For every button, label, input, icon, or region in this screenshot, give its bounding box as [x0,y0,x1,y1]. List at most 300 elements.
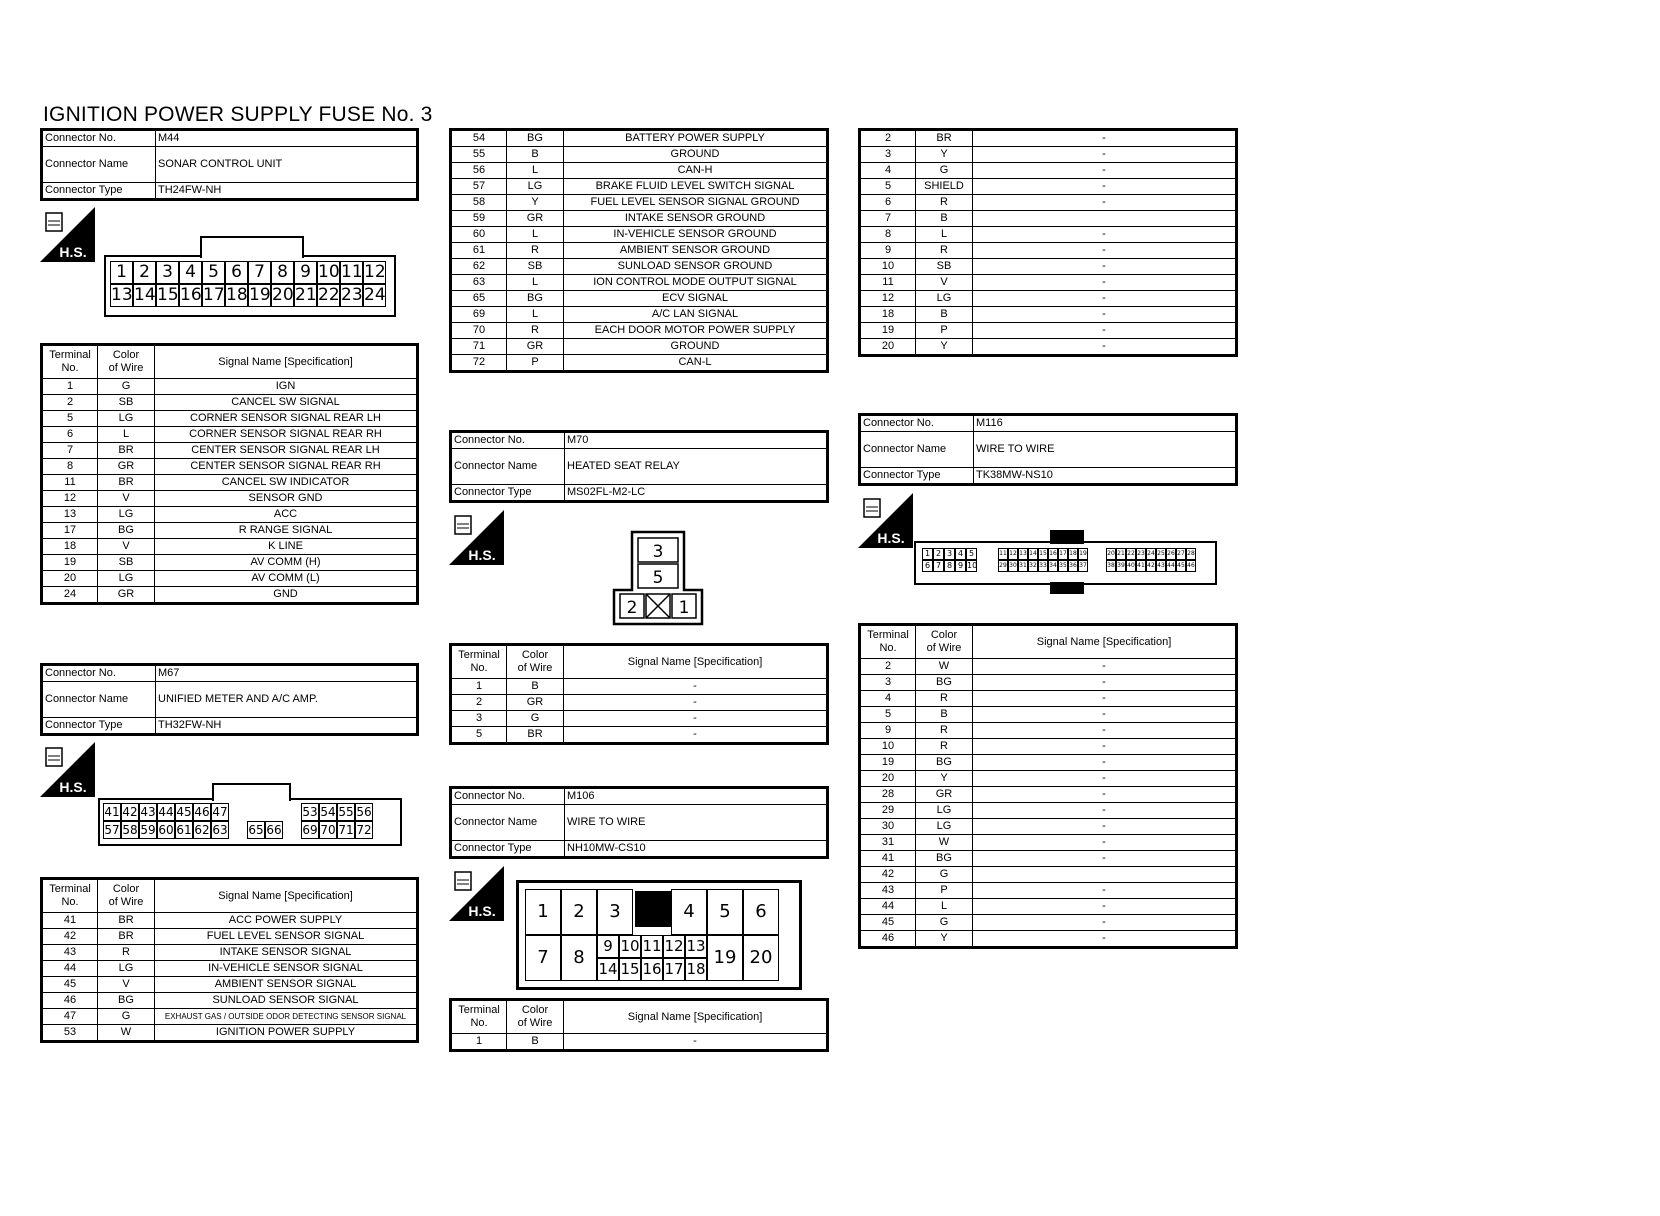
terminal-cell: 24 [42,587,98,604]
table-row [42,443,418,459]
terminal-cell: 6 [860,195,916,211]
connector-name: SONAR CONTROL UNIT [156,147,418,183]
table-row [451,695,828,711]
terminal-cell: 6 [42,427,98,443]
pin-label: 21 [1116,548,1126,560]
terminal-cell: 2 [860,659,916,675]
pin-label: 71 [338,823,354,837]
pin-label: 2 [561,889,597,935]
pin-label: 54 [320,805,336,819]
signal-cell [973,867,1237,883]
pin-label: 5 [966,548,977,560]
hs-icon [449,510,504,565]
pin-label: 15 [619,958,641,981]
terminal-cell: 55 [451,147,507,163]
terminal-cell: 5 [860,179,916,195]
pin-label: 8 [271,261,294,284]
table-row [860,707,1237,723]
pin-label: 26 [1166,548,1176,560]
pin-label: 46 [194,805,210,819]
signal-cell: - [564,711,828,727]
table-row [860,819,1237,835]
header-terminal: Terminal No. [451,1000,507,1034]
color-cell: Y [507,195,564,211]
signal-cell: - [973,707,1237,723]
signal-cell: IGNITION POWER SUPPLY [155,1025,418,1042]
color-cell: SHIELD [916,179,973,195]
pin-label: 43 [1156,560,1166,572]
pin-label: 42 [122,805,138,819]
pin-label: 37 [1078,560,1088,572]
color-cell: LG [916,819,973,835]
m67-signal-table [40,877,419,1043]
connector-name: WIRE TO WIRE [565,805,828,841]
signal-cell: - [973,163,1237,179]
header-signal: Signal Name [Specification] [973,625,1237,659]
terminal-cell: 47 [42,1009,98,1025]
color-cell: L [507,227,564,243]
color-cell: B [916,707,973,723]
signal-cell: FUEL LEVEL SENSOR SIGNAL [155,929,418,945]
color-cell: R [916,195,973,211]
pin-label: 53 [302,805,318,819]
signal-cell: AV COMM (L) [155,571,418,587]
connector-name: UNIFIED METER AND A/C AMP. [156,682,418,718]
pin-label: 5 [202,261,225,284]
pin-label: 19 [707,935,743,981]
label: Connector Name [451,449,565,485]
table-row [42,395,418,411]
terminal-cell: 31 [860,835,916,851]
pin-label: 1 [678,598,690,618]
pin-label: 22 [318,285,340,305]
m70-signal-table [449,643,829,745]
header-terminal: Terminal No. [860,625,916,659]
table-row [860,723,1237,739]
table-row [451,147,828,163]
terminal-cell: 2 [42,395,98,411]
color-cell: LG [916,803,973,819]
color-cell: B [507,679,564,695]
pin-label: 4 [955,548,966,560]
signal-cell: - [564,1034,828,1051]
connector-type: TH32FW-NH [156,718,418,735]
pin-label: 14 [134,285,156,305]
terminal-cell: 3 [451,711,507,727]
terminal-cell: 4 [860,163,916,179]
signal-cell: FUEL LEVEL SENSOR SIGNAL GROUND [564,195,828,211]
pin-label: 61 [176,823,192,837]
m106-signal-table-continued [858,128,1238,357]
signal-cell: R RANGE SIGNAL [155,523,418,539]
signal-cell: CANCEL SW SIGNAL [155,395,418,411]
terminal-cell: 28 [860,787,916,803]
table-row [451,307,828,323]
table-row [860,851,1237,867]
color-cell: SB [916,259,973,275]
pin-label: 9 [597,935,619,958]
table-row [451,339,828,355]
label: Connector No. [451,788,565,805]
table-row [42,913,418,929]
pin-label: 23 [1136,548,1146,560]
terminal-cell: 18 [42,539,98,555]
table-row [860,291,1237,307]
terminal-cell: 54 [451,130,507,147]
table-row [860,867,1237,883]
pin-label: 13 [1018,548,1028,560]
pin-label: 10 [318,262,340,282]
pin-label: 7 [933,560,944,572]
m44-connector-diagram [104,255,396,317]
label: Connector Type [860,468,974,485]
signal-cell: INTAKE SENSOR SIGNAL [155,945,418,961]
terminal-cell: 5 [42,411,98,427]
terminal-cell: 71 [451,339,507,355]
pin-label: 17 [203,285,225,305]
color-cell: GR [507,695,564,711]
header-terminal: Terminal No. [451,645,507,679]
pin-label: 16 [641,958,663,981]
color-cell: R [98,945,155,961]
terminal-cell: 19 [860,755,916,771]
signal-cell: ACC POWER SUPPLY [155,913,418,929]
connector-type: TH24FW-NH [156,183,418,200]
color-cell: LG [98,571,155,587]
terminal-cell: 72 [451,355,507,372]
table-row [860,755,1237,771]
terminal-cell: 65 [451,291,507,307]
pin-label: 12 [1008,548,1018,560]
label: Connector Name [42,682,156,718]
pin-label: 5 [707,889,743,935]
terminal-cell: 3 [860,675,916,691]
label: Connector Type [42,183,156,200]
terminal-cell: 58 [451,195,507,211]
pin-label: 5 [652,568,664,588]
signal-cell: ACC [155,507,418,523]
terminal-cell: 46 [42,993,98,1009]
connector-no: M67 [156,665,418,682]
pin-label: 18 [226,285,248,305]
signal-cell: - [973,323,1237,339]
signal-cell [973,211,1237,227]
pin-label: 2 [933,548,944,560]
signal-cell: GROUND [564,339,828,355]
label: Connector Type [451,485,565,502]
pin-label: 24 [1146,548,1156,560]
connector-name: WIRE TO WIRE [974,432,1237,468]
pin-label: 47 [212,805,228,819]
signal-cell: - [973,755,1237,771]
terminal-cell: 9 [860,723,916,739]
pin-label: 8 [944,560,955,572]
pin-label: 29 [998,560,1008,572]
terminal-cell: 17 [42,523,98,539]
connector-name: HEATED SEAT RELAY [565,449,828,485]
pin-label: 20 [1106,548,1116,560]
pin-label: 6 [743,889,779,935]
signal-cell: - [973,835,1237,851]
signal-cell: - [973,803,1237,819]
terminal-cell: 29 [860,803,916,819]
pin-label: 3 [156,261,179,284]
hs-label: H.S. [468,903,496,919]
pin-label: 7 [525,935,561,981]
pin-label: 42 [1146,560,1156,572]
terminal-cell: 2 [451,695,507,711]
pin-label: 33 [1038,560,1048,572]
color-cell: BG [916,675,973,691]
terminal-cell: 42 [42,929,98,945]
signal-cell: K LINE [155,539,418,555]
pin-label: 36 [1068,560,1078,572]
terminal-cell: 13 [42,507,98,523]
table-row [42,587,418,604]
color-cell: LG [98,411,155,427]
table-row [451,259,828,275]
signal-cell: CAN-H [564,163,828,179]
signal-cell: SUNLOAD SENSOR SIGNAL [155,993,418,1009]
pin-label: 66 [266,823,282,837]
table-row [451,130,828,147]
table-row [860,787,1237,803]
pin-label: 10 [967,561,978,570]
color-cell: G [916,915,973,931]
signal-cell: - [973,739,1237,755]
table-row [42,571,418,587]
terminal-cell: 3 [860,147,916,163]
signal-cell: IN-VEHICLE SENSOR SIGNAL [155,961,418,977]
table-row [42,459,418,475]
table-row [860,915,1237,931]
color-cell: L [507,275,564,291]
pin-label: 3 [597,889,633,935]
pin-label: 15 [1038,548,1048,560]
color-cell: W [916,659,973,675]
pin-label: 13 [685,935,707,958]
color-cell: B [916,211,973,227]
pin-label: 19 [1078,548,1088,560]
table-row [860,883,1237,899]
signal-cell: CENTER SENSOR SIGNAL REAR LH [155,443,418,459]
pin-label: 45 [176,805,192,819]
terminal-cell: 41 [860,851,916,867]
pin-label: 2 [133,261,156,284]
pin-label: 39 [1116,560,1126,572]
terminal-cell: 63 [451,275,507,291]
pin-label: 72 [356,823,372,837]
color-cell: B [916,307,973,323]
pin-label: 10 [619,935,641,958]
table-row [42,977,418,993]
signal-cell: A/C LAN SIGNAL [564,307,828,323]
color-cell: LG [98,961,155,977]
pin-label: 69 [302,823,318,837]
signal-cell: AV COMM (H) [155,555,418,571]
table-row [860,195,1237,211]
signal-cell: - [973,195,1237,211]
signal-cell: - [973,675,1237,691]
signal-cell: SUNLOAD SENSOR GROUND [564,259,828,275]
pin-label: 44 [1166,560,1176,572]
pin-label: 30 [1008,560,1018,572]
terminal-cell: 11 [860,275,916,291]
terminal-cell: 1 [451,1034,507,1051]
pin-label: 34 [1048,560,1058,572]
signal-cell: - [973,275,1237,291]
hs-icon [449,866,504,921]
header-signal: Signal Name [Specification] [155,345,418,379]
connector-no: M116 [974,415,1237,432]
color-cell: V [98,539,155,555]
pin-label: 57 [104,823,120,837]
pin-label: 22 [1126,548,1136,560]
pin-label: 18 [685,958,707,981]
table-row [860,323,1237,339]
m116-connector-latch-top [1050,530,1084,544]
table-row [451,179,828,195]
pin-label: 41 [104,805,120,819]
signal-cell: CAN-L [564,355,828,372]
color-cell: P [507,355,564,372]
table-row [860,739,1237,755]
header-color: Color of Wire [916,625,973,659]
pin-label: 44 [158,805,174,819]
color-cell: BR [916,130,973,147]
table-row [451,291,828,307]
signal-cell: BRAKE FLUID LEVEL SWITCH SIGNAL [564,179,828,195]
table-row [860,307,1237,323]
m116-connector-diagram [914,541,1217,585]
color-cell: GR [98,587,155,604]
pin-label: 62 [194,823,210,837]
hs-label: H.S. [59,244,87,260]
connector-no: M106 [565,788,828,805]
terminal-cell: 60 [451,227,507,243]
pin-label: 58 [122,823,138,837]
terminal-cell: 18 [860,307,916,323]
signal-cell: - [973,851,1237,867]
table-row [451,323,828,339]
header-color: Color of Wire [98,879,155,913]
signal-cell: - [973,931,1237,948]
header-color: Color of Wire [507,645,564,679]
label: Connector No. [451,432,565,449]
hs-label: H.S. [468,547,496,563]
color-cell: R [507,323,564,339]
terminal-cell: 61 [451,243,507,259]
color-cell: BG [916,851,973,867]
color-cell: GR [916,787,973,803]
terminal-cell: 5 [451,727,507,744]
pin-label: 2 [626,598,638,618]
hs-icon [40,742,95,797]
pin-label: 60 [158,823,174,837]
table-row [860,771,1237,787]
pin-label: 24 [364,285,386,305]
color-cell: BG [507,130,564,147]
table-row [860,659,1237,675]
signal-cell: - [973,787,1237,803]
pin-label: 7 [248,261,271,284]
color-cell: P [916,323,973,339]
terminal-cell: 8 [860,227,916,243]
label: Connector No. [860,415,974,432]
color-cell: BG [98,523,155,539]
signal-cell: - [973,339,1237,356]
terminal-cell: 20 [860,771,916,787]
terminal-cell: 12 [42,491,98,507]
m106-signal-table [449,998,829,1052]
color-cell: Y [916,147,973,163]
m116-info-table [858,413,1238,486]
pin-label: 56 [356,805,372,819]
signal-cell: - [973,819,1237,835]
terminal-cell: 42 [860,867,916,883]
header-color: Color of Wire [507,1000,564,1034]
table-row [860,275,1237,291]
table-row [451,195,828,211]
hs-icon [858,493,913,548]
signal-cell: - [973,691,1237,707]
pin-label: 14 [597,958,619,981]
table-row [860,163,1237,179]
table-row [42,555,418,571]
m67-connector-latch [212,783,291,801]
pin-label: 55 [338,805,354,819]
color-cell: BG [98,993,155,1009]
color-cell: LG [98,507,155,523]
color-cell: G [507,711,564,727]
label: Connector Name [42,147,156,183]
terminal-cell: 43 [860,883,916,899]
table-row [42,507,418,523]
m67-connector-diagram [98,798,402,846]
color-cell: BR [98,929,155,945]
color-cell: L [916,899,973,915]
signal-cell: - [973,883,1237,899]
m67-info-table [40,663,419,736]
m106-connector-diagram [516,880,802,990]
table-row [451,163,828,179]
signal-cell: - [973,130,1237,147]
pin-label: 1 [110,261,133,284]
pin-label: 4 [179,261,202,284]
table-row [860,211,1237,227]
pin-label: 38 [1106,560,1116,572]
color-cell: BG [916,755,973,771]
color-cell: L [507,307,564,323]
signal-cell: CORNER SENSOR SIGNAL REAR RH [155,427,418,443]
terminal-cell: 9 [860,243,916,259]
pin-label: 18 [1068,548,1078,560]
m106-info-table [449,786,829,859]
pin-label: 46 [1186,560,1196,572]
color-cell: V [98,977,155,993]
label: Connector No. [42,665,156,682]
terminal-cell: 20 [42,571,98,587]
table-row [451,679,828,695]
pin-label: 15 [157,285,179,305]
pin-label: 28 [1186,548,1196,560]
terminal-cell: 1 [42,379,98,395]
pin-label: 63 [212,823,228,837]
pin-label: 40 [1126,560,1136,572]
table-row [42,491,418,507]
hs-label: H.S. [59,779,87,795]
connector-no: M44 [156,130,418,147]
